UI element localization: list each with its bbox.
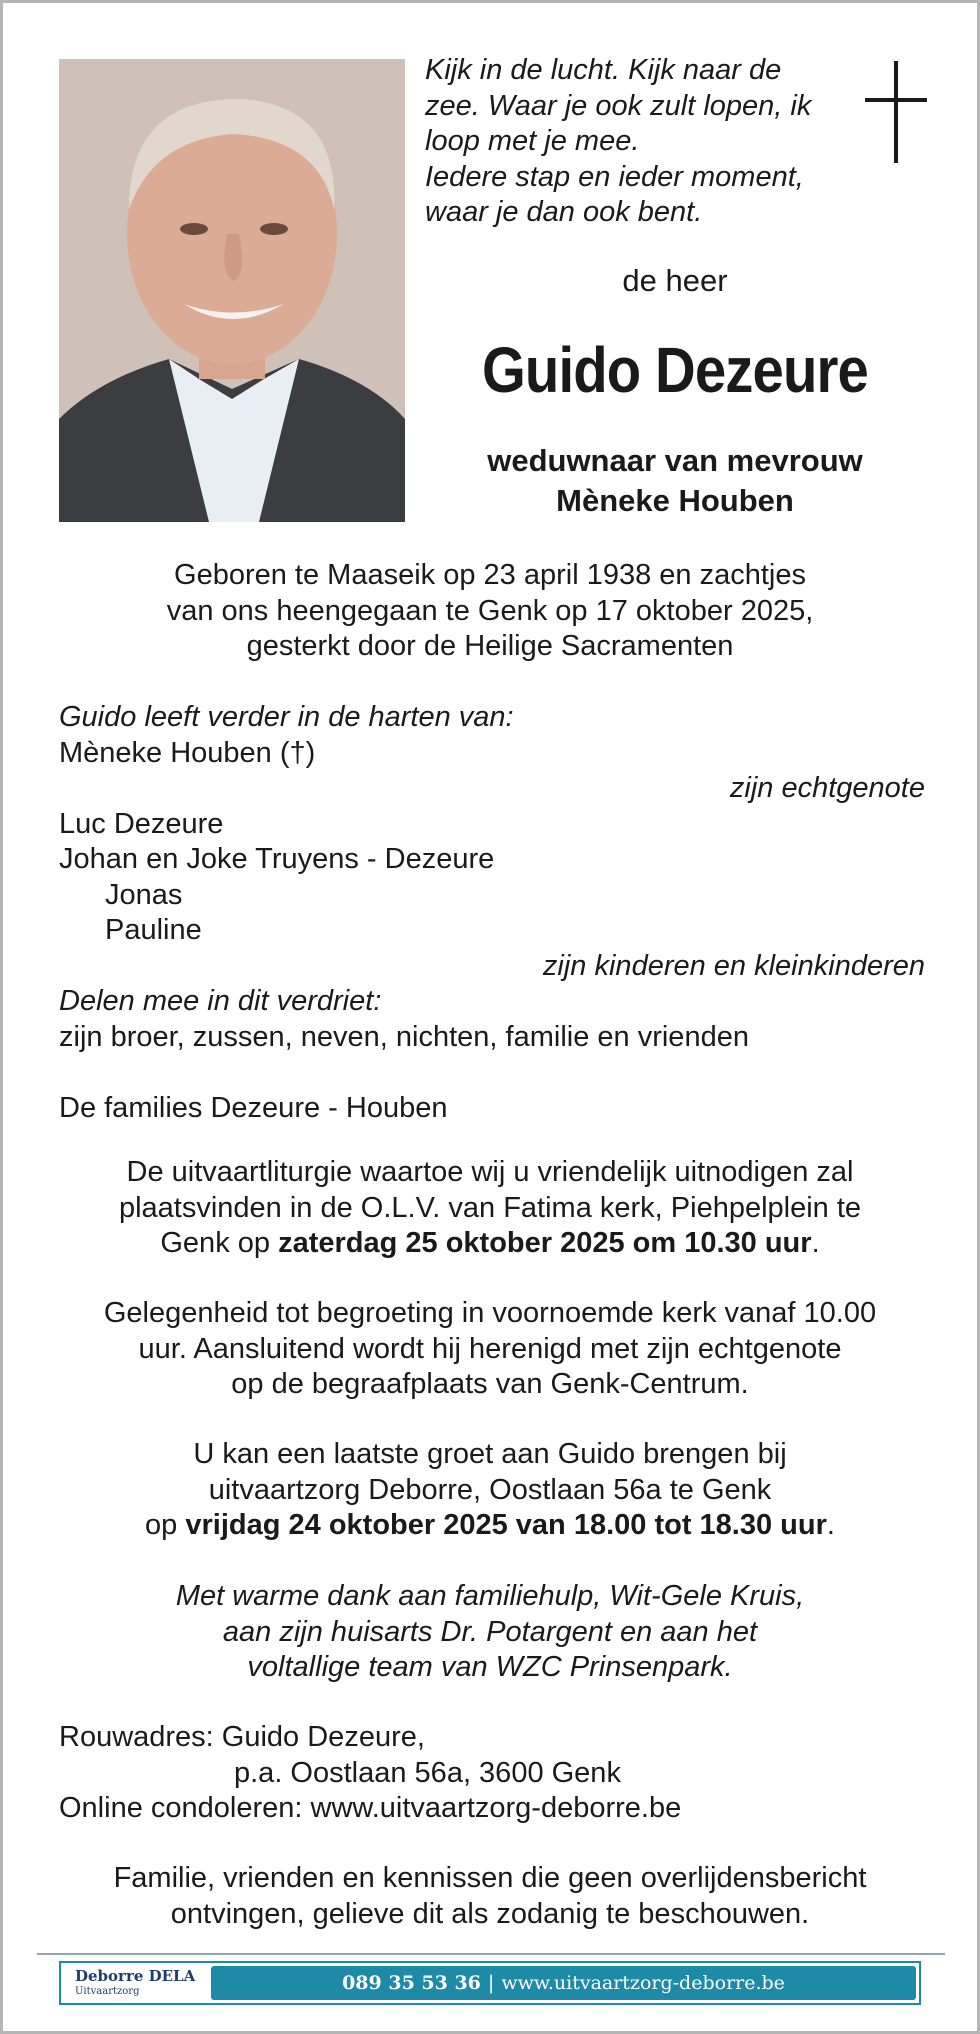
spouse-role: zijn echtgenote (729, 772, 925, 804)
mourning-address: Rouwadres: Guido Dezeure, (59, 1721, 425, 1753)
farewell-line: op vrijdag 24 oktober 2025 van 18.00 tot 18.30 uur. (145, 1509, 835, 1541)
poem-line: waar je dan ook bent. (425, 196, 703, 228)
child-name: Johan en Joke Truyens - Dezeure (59, 843, 495, 875)
grandchild-name: Jonas (105, 878, 183, 911)
contact-bar (211, 1966, 916, 2000)
greeting-line: op de begraafplaats van Genk-Centrum. (231, 1368, 749, 1400)
address-block (59, 1720, 925, 1827)
liturgy-line: plaatsvinden in de O.L.V. van Fatima kerk, Piehpelplein te (118, 1191, 862, 1224)
widow-line: Mèneke Houben (556, 483, 794, 518)
notice (3, 1861, 977, 1932)
thanks-line: Met warme dank aan familiehulp, Wit-Gele Kruis, (175, 1580, 805, 1612)
spouse-name: Mèneke Houben (†) (59, 736, 316, 769)
greeting-line: uur. Aansluitend wordt hij herenigd met zijn echtgenote (138, 1332, 842, 1365)
cross-icon (865, 61, 927, 163)
birth-line: gesterkt door de Heilige Sacramenten (246, 630, 734, 662)
liturgy-line: De uitvaartliturgie waartoe wij u vriendelijk uitnodigen zal (126, 1156, 854, 1188)
farewell-info (3, 1437, 977, 1544)
thanks-note (3, 1579, 977, 1686)
poem (425, 53, 865, 231)
child-name: Luc Dezeure (59, 807, 224, 840)
grandchild-name: Pauline (105, 914, 202, 946)
share-list: zijn broer, zussen, neven, nichten, familie en vrienden (59, 1020, 749, 1053)
birth-death-info (3, 558, 977, 665)
family-intro: Guido leeft verder in de harten van: (59, 701, 514, 733)
greeting-line: Gelegenheid tot begroeting in voornoemde kerk vanaf 10.00 (103, 1297, 877, 1329)
share-intro: Delen mee in dit verdriet: (59, 985, 382, 1017)
poem-line: Iedere stap en ieder moment, (425, 160, 804, 193)
logo-brand: Deborre DELA (75, 1967, 196, 1985)
separator: | (487, 1972, 495, 1994)
online-condolence: Online condoleren: www.uitvaartzorg-deborre.be (59, 1792, 682, 1824)
portrait-illustration (59, 59, 405, 522)
children-role: zijn kinderen en kleinkinderen (542, 949, 925, 982)
family-list (59, 700, 925, 1126)
notice-line: ontvingen, gelieve dit als zodanig te beschouwen. (170, 1897, 810, 1930)
address-street: p.a. Oostlaan 56a, 3600 Genk (234, 1756, 621, 1789)
farewell-line: U kan een laatste groet aan Guido brengen bij (193, 1438, 787, 1470)
widow-line: weduwnaar van mevrouw (487, 443, 863, 478)
blank-line (59, 1055, 925, 1091)
logo-sub: Uitvaartzorg (75, 1986, 140, 1997)
website-link[interactable]: www.uitvaartzorg-deborre.be (501, 1972, 785, 1994)
poem-line: zee. Waar je ook zult lopen, ik (425, 89, 812, 122)
liturgy-date: zaterdag 25 oktober 2025 om 10.30 uur (278, 1227, 812, 1259)
notice-line: Familie, vrienden en kennissen die geen overlijdensbericht (113, 1862, 867, 1894)
widow-of (415, 441, 935, 521)
greeting-info (3, 1296, 977, 1403)
farewell-line: uitvaartzorg Deborre, Oostlaan 56a te Genk (208, 1473, 772, 1506)
footer-banner (59, 1961, 921, 2005)
portrait-photo (59, 59, 405, 522)
liturgy-line: Genk op zaterdag 25 oktober 2025 om 10.30 uur. (160, 1227, 820, 1259)
thanks-line: aan zijn huisarts Dr. Potargent en aan het (222, 1615, 758, 1648)
birth-line: Geboren te Maaseik op 23 april 1938 en zachtjes (174, 559, 806, 591)
liturgy-info (3, 1155, 977, 1262)
phone-number[interactable]: 089 35 53 36 (342, 1972, 481, 1994)
farewell-date: vrijdag 24 oktober 2025 van 18.00 tot 18.30 uur (185, 1509, 827, 1541)
footer-divider (37, 1953, 945, 1955)
thanks-line: voltallige team van WZC Prinsenpark. (247, 1651, 733, 1683)
honorific: de heer (622, 263, 728, 298)
deceased-name: Guido Dezeure (482, 334, 868, 406)
poem-line: Kijk in de lucht. Kijk naar de (425, 54, 782, 86)
poem-line: loop met je mee. (425, 125, 640, 157)
birth-line: van ons heengegaan te Genk op 17 oktober 2025, (166, 594, 814, 627)
families-line: De families Dezeure - Houben (59, 1091, 448, 1124)
